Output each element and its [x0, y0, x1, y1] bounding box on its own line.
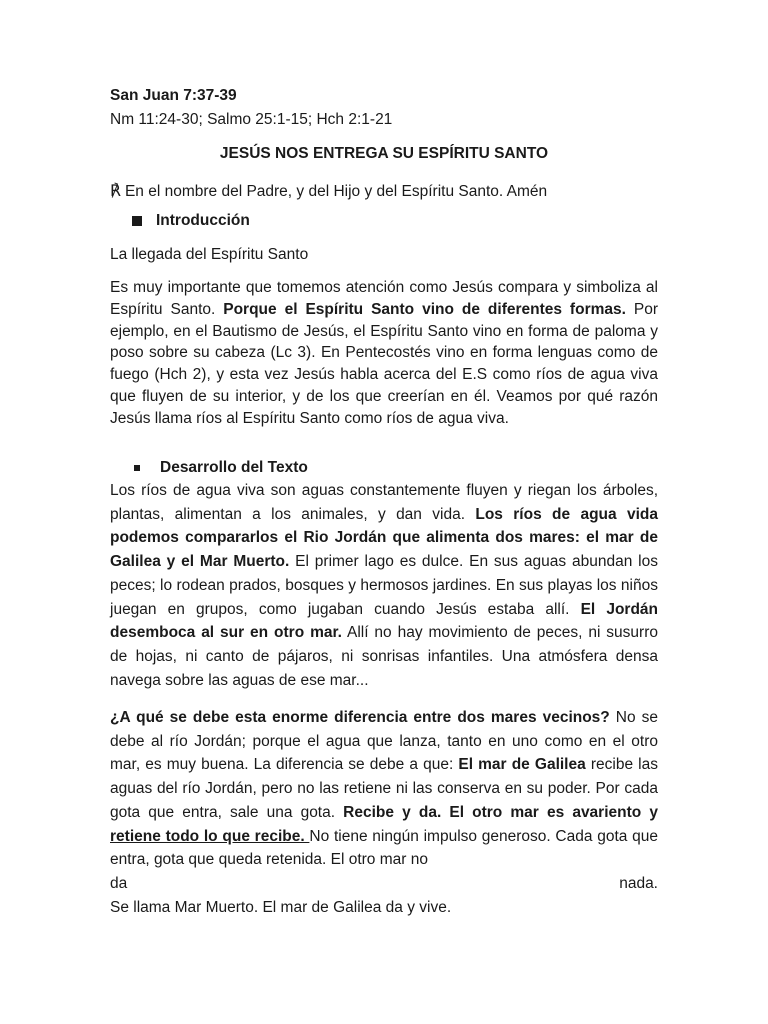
text-run: Por ejemplo, en el Bautismo de Jesús, el Espíritu Santo vino en forma de paloma y poso sobre su cabeza (Lc 3). En Pentecostés vino en forma lenguas como de fuego (Hch 2), y esta vez Jesús habla acerca del E.S como ríos de agua viva que fluyen de su interior, y de los que creerían en él. Veamos por qué razón Jesús llama ríos al Espíritu Santo como ríos de agua viva. [110, 300, 658, 427]
bold-run: El Jordán desemboca al sur en otro mar. [110, 600, 658, 642]
bold-run: El mar de Galilea [458, 756, 586, 774]
gospel-reference: San Juan 7:37-39 [110, 87, 237, 104]
bold-run: Recibe y da. El otro mar es avariento y [343, 803, 658, 821]
development-heading [134, 459, 308, 477]
closing-line: Se llama Mar Muerto. El mar de Galilea da y vive. [110, 898, 452, 916]
square-bullet-icon [132, 216, 142, 226]
text-run: Allí no hay movimiento de peces, ni susurro de hojas, ni canto de pájaros, ni sonrisas infantiles. Una atmósfera densa navega sobre las aguas de ese mar... [110, 624, 658, 689]
intro-subheading: La llegada del Espíritu Santo [110, 246, 309, 263]
response-line [110, 181, 547, 201]
underlined-bold-run: retiene todo lo que recibe. [110, 827, 310, 845]
intro-paragraph [110, 277, 658, 430]
page-title: JESÚS NOS ENTREGA SU ESPÍRITU SANTO [219, 145, 549, 162]
development-paragraph-2 [110, 706, 658, 919]
development-paragraph-1 [110, 479, 658, 692]
bold-run: Porque el Espíritu Santo vino de diferentes formas. [223, 300, 626, 318]
square-bullet-icon [134, 465, 140, 471]
text-run: Es muy importante que tomemos atención como Jesús compara y simboliza al Espíritu Santo. [110, 279, 658, 318]
text-run: Los ríos de agua viva son aguas constantemente fluyen y riegan los árboles, plantas, alimentan a los animales, y dan vida. [110, 482, 658, 523]
text-run: da [110, 874, 128, 892]
bold-run: Los ríos de agua vida podemos compararlos el Rio Jordán que alimenta dos mares: el mar de Galilea y el Mar Muerto. [110, 505, 658, 571]
intro-heading [132, 212, 250, 230]
text-run: El primer lago es dulce. En sus aguas abundan los peces; lo rodean prados, bosques y hermosos jardines. En sus playas los niños juegan en grupos, como jugaban cuando Jesús estaba allí. [110, 553, 658, 618]
response-text: En el nombre del Padre, y del Hijo y del Espíritu Santo. Amén [124, 183, 548, 200]
text-run: nada. [619, 874, 658, 892]
intro-heading-label: Introducción [156, 212, 250, 229]
response-symbol: ℟ [110, 181, 121, 200]
text-run: No tiene ningún impulso generoso. Cada gota que entra, gota que queda retenida. El otro mar no [110, 827, 658, 869]
bold-run: ¿A qué se debe esta enorme diferencia entre dos mares vecinos? [110, 709, 610, 726]
text-run: No se debe al río Jordán; porque el agua que lanza, tanto en uno como en el otro mar, es muy buena. La diferencia se debe a que: [110, 709, 658, 774]
text-run: recibe las aguas del río Jordán, pero no las retiene ni las conserva en su poder. Por cada gota que entra, sale una gota. [110, 756, 658, 821]
readings-reference: Nm 11:24-30; Salmo 25:1-15; Hch 2:1-21 [110, 111, 393, 128]
justified-line [110, 872, 658, 896]
development-heading-label: Desarrollo del Texto [160, 459, 308, 476]
